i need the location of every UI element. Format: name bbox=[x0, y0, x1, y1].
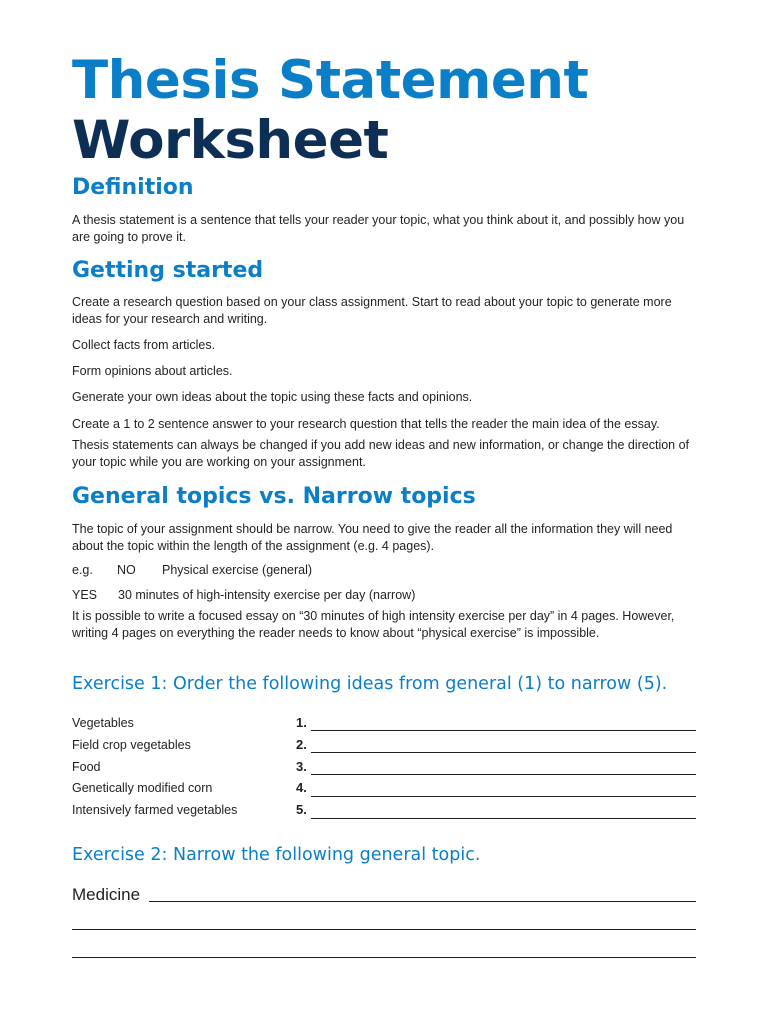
eg-label: e.g. bbox=[72, 563, 93, 577]
no-label: NO bbox=[117, 563, 136, 577]
exercise1-item: Vegetables bbox=[72, 716, 134, 730]
getting-started-paragraph-2: Collect facts from articles. bbox=[72, 338, 216, 352]
topics-closing: It is possible to write a focused essay on “30 minutes of high intensity exercise per day” in 4 pages. However, writing 4 pages on everything the reader needs to know about “physical exercise” is impossible. bbox=[72, 609, 675, 640]
exercise1-title: Exercise 1: Order the following ideas from general (1) to narrow (5). bbox=[72, 674, 668, 694]
answer-line-2[interactable] bbox=[311, 752, 696, 753]
yes-example: 30 minutes of high-intensity exercise per day (narrow) bbox=[118, 588, 416, 602]
getting-started-paragraph-5: Create a 1 to 2 sentence answer to your research question that tells the reader the main idea of the essay. bbox=[72, 417, 660, 431]
topics-intro: The topic of your assignment should be narrow. You need to give the reader all the information they will need about the topic within the length of the assignment (e.g. 4 pages). bbox=[72, 522, 673, 553]
exercise2-title: Exercise 2: Narrow the following general topic. bbox=[72, 845, 481, 865]
answer-line-3[interactable] bbox=[311, 774, 696, 775]
answer-number: 2. bbox=[296, 737, 307, 752]
exercise2-answer-line-3[interactable] bbox=[72, 957, 696, 958]
answer-number: 4. bbox=[296, 780, 307, 795]
getting-started-paragraph-3: Form opinions about articles. bbox=[72, 364, 233, 378]
title-line2: Worksheet bbox=[72, 110, 389, 171]
exercise1-item: Intensively farmed vegetables bbox=[72, 803, 238, 817]
definition-text: A thesis statement is a sentence that tells your reader your topic, what you think about it, and possibly how you are going to prove it. bbox=[72, 213, 685, 244]
exercise1-item: Genetically modified corn bbox=[72, 781, 213, 795]
no-example: Physical exercise (general) bbox=[162, 563, 313, 577]
definition-heading: Definition bbox=[72, 175, 194, 200]
getting-started-paragraph-6: Thesis statements can always be changed if you add new ideas and new information, or change the direction of your topic while you are working on your assignment. bbox=[72, 438, 690, 469]
getting-started-heading: Getting started bbox=[72, 258, 264, 283]
exercise2-topic: Medicine bbox=[72, 885, 141, 904]
getting-started-paragraph-1: Create a research question based on your class assignment. Start to read about your topic to generate more ideas for your research and writing. bbox=[72, 295, 672, 326]
getting-started-paragraph-4: Generate your own ideas about the topic using these facts and opinions. bbox=[72, 390, 473, 404]
exercise2-answer-line-2[interactable] bbox=[72, 929, 696, 930]
answer-line-5[interactable] bbox=[311, 818, 696, 819]
yes-label: YES bbox=[72, 588, 98, 602]
answer-number: 5. bbox=[296, 802, 307, 817]
exercise1-item: Field crop vegetables bbox=[72, 738, 191, 752]
exercise2-answer-line-1[interactable] bbox=[149, 901, 696, 902]
exercise1-item: Food bbox=[72, 760, 101, 774]
answer-number: 1. bbox=[296, 715, 307, 730]
topics-heading: General topics vs. Narrow topics bbox=[72, 484, 476, 509]
answer-line-4[interactable] bbox=[311, 796, 696, 797]
answer-number: 3. bbox=[296, 759, 307, 774]
title-line1: Thesis Statement bbox=[72, 50, 589, 111]
answer-line-1[interactable] bbox=[311, 730, 696, 731]
